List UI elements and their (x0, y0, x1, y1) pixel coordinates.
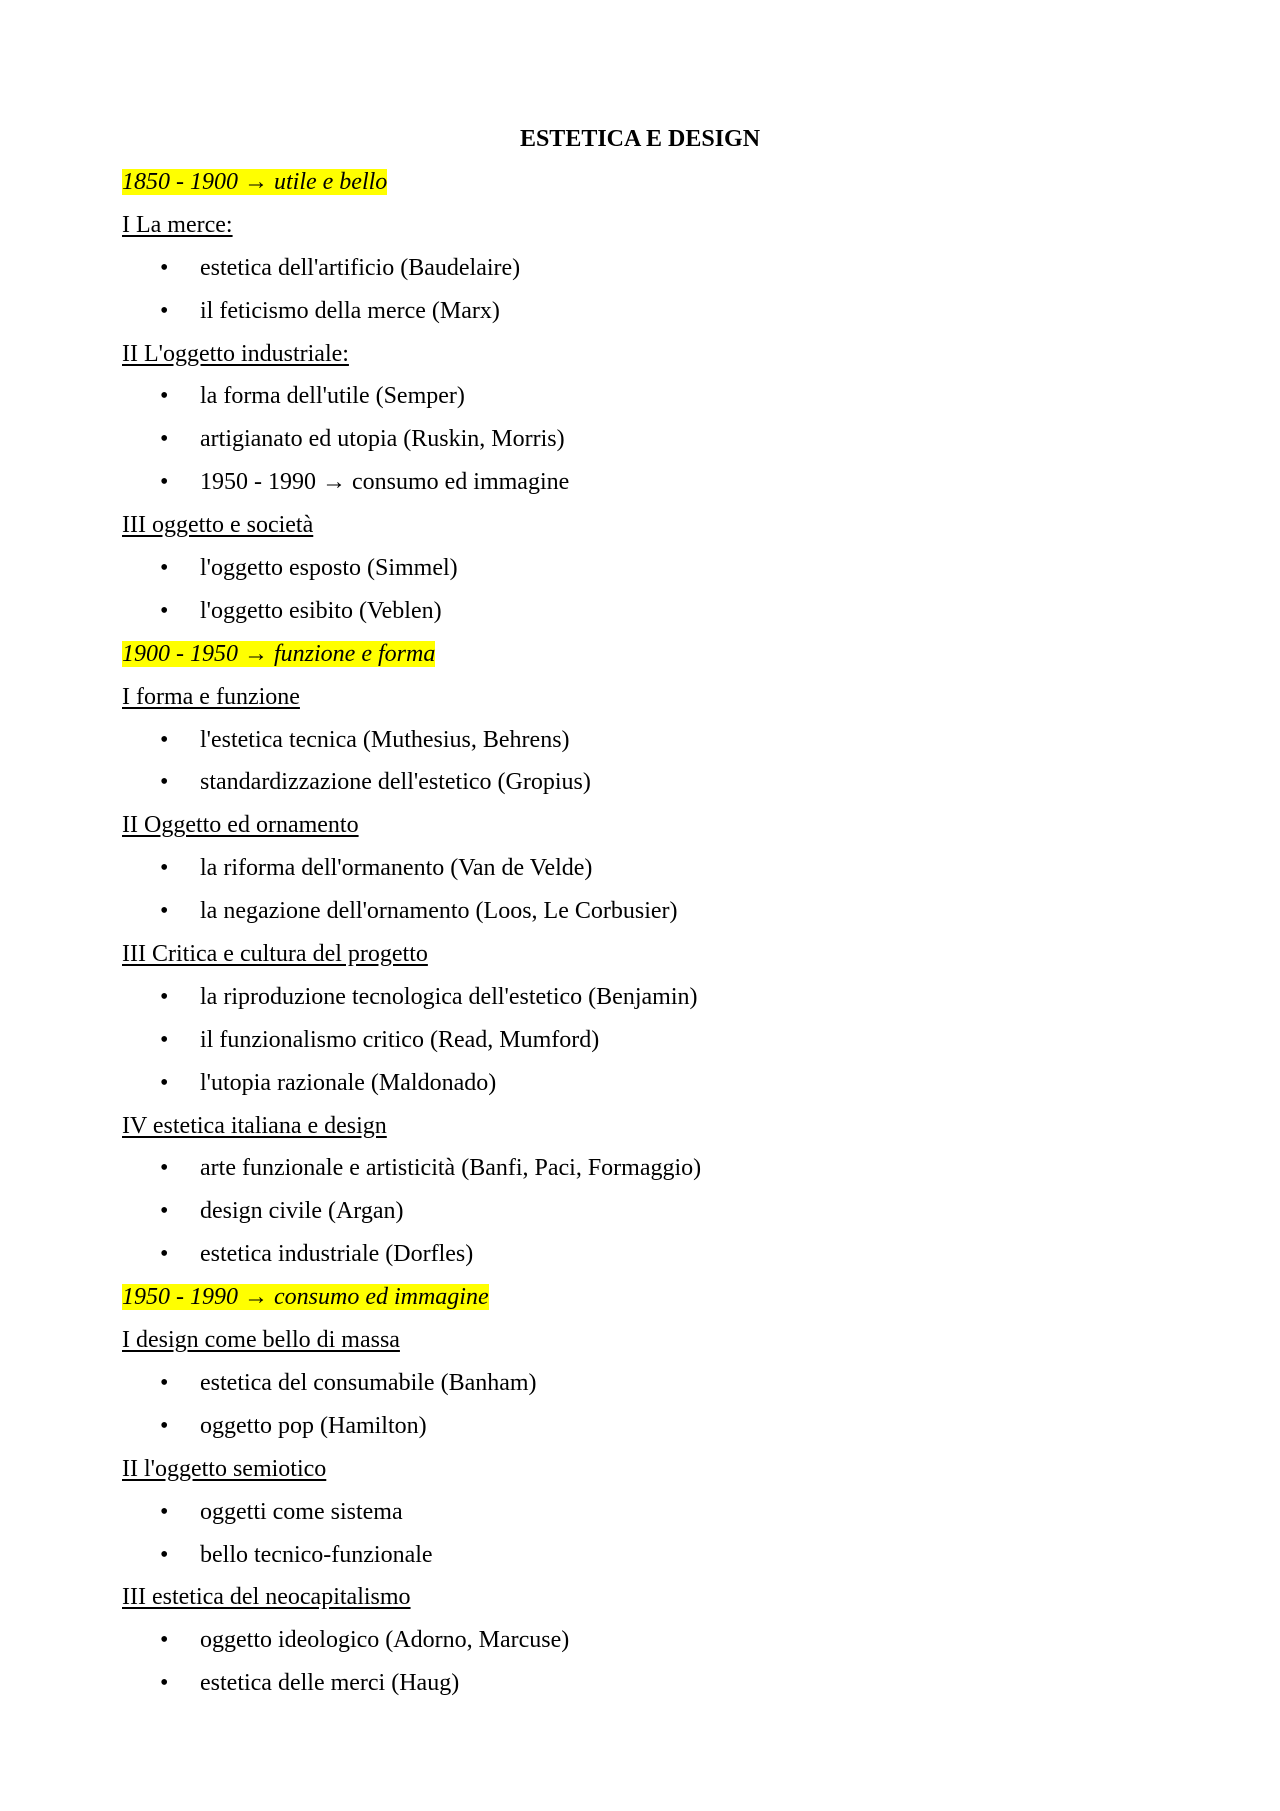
bullet-icon: • (160, 1670, 169, 1697)
document-title: ESTETICA E DESIGN (519, 126, 761, 152)
period-highlight: 1950 - 1990 → consumo ed immagine (122, 1284, 489, 1311)
bullet-icon: • (160, 254, 169, 281)
bullet-item (122, 1153, 1172, 1196)
bullet-text: il feticismo della merce (Marx) (200, 297, 500, 324)
period-heading (122, 167, 1172, 210)
section-heading-text: III estetica del neocapitalismo (122, 1584, 411, 1611)
section-heading-text: II L'oggetto industriale: (122, 340, 349, 367)
section-heading-text: III Critica e cultura del progetto (122, 941, 428, 968)
bullet-text: artigianato ed utopia (Ruskin, Morris) (200, 426, 565, 453)
bullet-text: estetica del consumabile (Banham) (200, 1369, 537, 1396)
section-heading (122, 510, 1172, 553)
bullet-item (122, 596, 1172, 639)
bullet-text: oggetti come sistema (200, 1498, 403, 1525)
bullet-icon: • (160, 426, 169, 453)
bullet-item (122, 725, 1172, 768)
section-heading-text: II Oggetto ed ornamento (122, 812, 359, 839)
section-heading (122, 1582, 1172, 1625)
bullet-icon: • (160, 1241, 169, 1268)
bullet-item (122, 467, 1172, 510)
period-highlight: 1850 - 1900 → utile e bello (122, 169, 388, 195)
bullet-icon: • (160, 898, 169, 925)
bullet-text: il funzionalismo critico (Read, Mumford) (200, 1026, 600, 1053)
bullet-text: standardizzazione dell'estetico (Gropius) (200, 769, 591, 796)
bullet-item (122, 1196, 1172, 1239)
bullet-icon: • (160, 855, 169, 882)
bullet-text: oggetto ideologico (Adorno, Marcuse) (200, 1627, 570, 1654)
bullet-item (122, 1068, 1172, 1111)
bullet-text: l'oggetto esposto (Simmel) (200, 555, 458, 582)
bullet-text: estetica dell'artificio (Baudelaire) (200, 254, 521, 281)
bullet-icon: • (160, 469, 169, 496)
bullet-text: design civile (Argan) (200, 1198, 404, 1225)
section-heading (122, 1325, 1172, 1368)
bullet-text: estetica delle merci (Haug) (200, 1670, 460, 1697)
bullet-item (122, 1025, 1172, 1068)
bullet-item (122, 1411, 1172, 1454)
section-heading (122, 1454, 1172, 1497)
section-heading (122, 339, 1172, 382)
bullet-icon: • (160, 1026, 169, 1053)
bullet-icon: • (160, 1541, 169, 1568)
bullet-item (122, 253, 1172, 296)
section-heading-text: III oggetto e società (122, 512, 314, 539)
bullet-icon: • (160, 1369, 169, 1396)
bullet-text: l'estetica tecnica (Muthesius, Behrens) (200, 726, 570, 753)
section-heading-text: II l'oggetto semiotico (122, 1455, 327, 1482)
bullet-text: la riproduzione tecnologica dell'estetico (Benjamin) (200, 983, 698, 1010)
bullet-item (122, 1239, 1172, 1282)
bullet-item (122, 1368, 1172, 1411)
bullet-item (122, 896, 1172, 939)
bullet-text: la forma dell'utile (Semper) (200, 383, 465, 410)
bullet-text: arte funzionale e artisticità (Banfi, Paci, Formaggio) (200, 1155, 702, 1182)
bullet-item (122, 853, 1172, 896)
section-heading (122, 210, 1172, 253)
bullet-icon: • (160, 383, 169, 410)
section-heading-text: I design come bello di massa (122, 1327, 400, 1354)
bullet-text: l'oggetto esibito (Veblen) (200, 597, 442, 624)
bullet-icon: • (160, 555, 169, 582)
bullet-text: la negazione dell'ornamento (Loos, Le Corbusier) (200, 898, 678, 925)
bullet-icon: • (160, 769, 169, 796)
bullet-item (122, 1625, 1172, 1668)
section-heading (122, 682, 1172, 725)
bullet-item (122, 381, 1172, 424)
section-heading-text: I La merce: (122, 211, 233, 238)
bullet-icon: • (160, 1069, 169, 1096)
bullet-text: bello tecnico-funzionale (200, 1541, 433, 1568)
bullet-icon: • (160, 1498, 169, 1525)
bullet-item (122, 767, 1172, 810)
bullet-icon: • (160, 297, 169, 324)
bullet-text: estetica industriale (Dorfles) (200, 1241, 474, 1268)
bullet-text: l'utopia razionale (Maldonado) (200, 1069, 497, 1096)
bullet-icon: • (160, 1412, 169, 1439)
bullet-item (122, 1668, 1172, 1711)
bullet-text: la riforma dell'ormanento (Van de Velde) (200, 855, 593, 882)
bullet-text: oggetto pop (Hamilton) (200, 1412, 427, 1439)
bullet-text: 1950 - 1990 → consumo ed immagine (200, 469, 570, 496)
document-content (122, 167, 1172, 1711)
bullet-item (122, 296, 1172, 339)
section-heading (122, 1111, 1172, 1154)
section-heading-text: I forma e funzione (122, 683, 300, 710)
section-heading (122, 810, 1172, 853)
bullet-icon: • (160, 726, 169, 753)
bullet-item (122, 982, 1172, 1025)
bullet-icon: • (160, 1198, 169, 1225)
bullet-item (122, 424, 1172, 467)
period-heading (122, 1282, 1172, 1325)
bullet-icon: • (160, 1627, 169, 1654)
bullet-icon: • (160, 983, 169, 1010)
bullet-icon: • (160, 1155, 169, 1182)
bullet-icon: • (160, 597, 169, 624)
section-heading-text: IV estetica italiana e design (122, 1112, 387, 1139)
section-heading (122, 939, 1172, 982)
bullet-item (122, 1497, 1172, 1540)
period-highlight: 1900 - 1950 → funzione e forma (122, 640, 436, 667)
period-heading (122, 639, 1172, 682)
bullet-item (122, 553, 1172, 596)
bullet-item (122, 1540, 1172, 1583)
